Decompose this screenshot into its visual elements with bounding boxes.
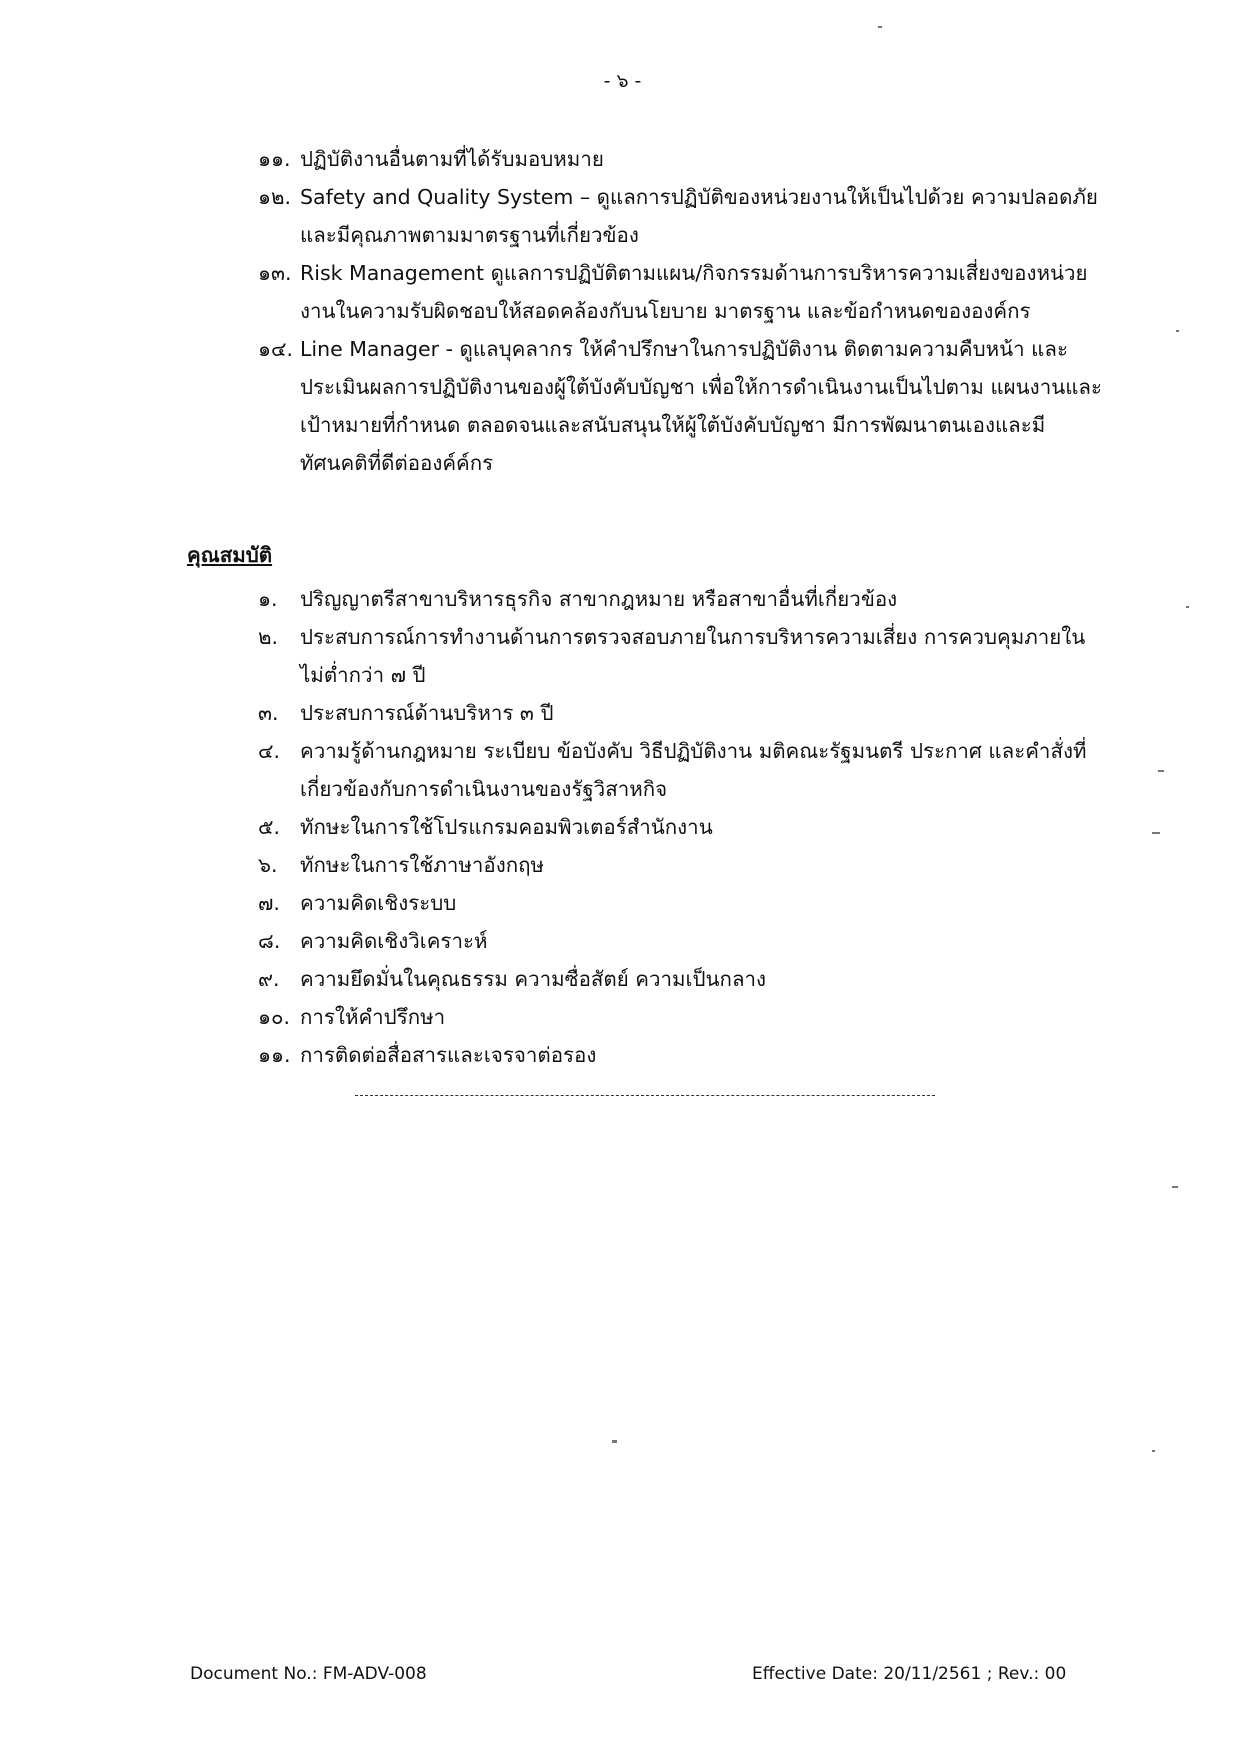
scan-speck	[878, 26, 882, 28]
item-number: ๑๒.	[258, 185, 292, 209]
item-number: ๑๔.	[258, 337, 294, 361]
item-number: ๒.	[258, 625, 279, 649]
end-divider	[355, 1095, 935, 1096]
list-item	[258, 808, 1108, 846]
item-text: ความยึดมั่นในคุณธรรม ความซื่อสัตย์ ความเป็นกลาง	[300, 967, 767, 991]
item-number: ๓.	[258, 701, 279, 725]
item-text: Risk Management ดูแลการปฏิบัติตามแผน/กิจกรรมด้านการบริหารความเสี่ยงของหน่วยงานในความรับผิดชอบให้สอดคล้องกับนโยบาย มาตรฐาน และข้อกำหนดขององค์กร	[300, 261, 1088, 323]
item-text: Safety and Quality System – ดูแลการปฏิบัติของหน่วยงานให้เป็นไปด้วย ความปลอดภัยและมีคุณภาพตามมาตรฐานที่เกี่ยวข้อง	[300, 185, 1098, 247]
scan-speck	[612, 1440, 617, 1443]
duties-list	[258, 140, 1108, 482]
item-number: ๕.	[258, 815, 281, 839]
item-text: ความคิดเชิงระบบ	[300, 891, 457, 915]
item-text: ประสบการณ์การทำงานด้านการตรวจสอบภายในการบริหารความเสี่ยง การควบคุมภายในไม่ต่ำกว่า ๗ ปี	[300, 625, 1086, 687]
item-text: Line Manager - ดูแลบุคลากร ให้คำปรึกษาในการปฏิบัติงาน ติดตามความคืบหน้า และประเมินผลการปฏิบัติงานของผู้ใต้บังคับบัญชา เพื่อให้การดำเนินงานเป็นไปตาม แผนงานและเป้าหมายที่กำหนด ตลอดจนและสนับสนุนให้ผู้ใต้บังคับบัญชา มีการพัฒนาตนเองและมีทัศนคติที่ดีต่อองค์ค์กร	[300, 337, 1103, 475]
list-item	[258, 960, 1108, 998]
qualifications-heading: คุณสมบัติ	[187, 543, 273, 567]
list-item	[258, 846, 1108, 884]
item-number: ๙.	[258, 967, 280, 991]
list-item	[258, 330, 1108, 482]
document-number: Document No.: FM-ADV-008	[190, 1664, 427, 1684]
item-text: ปริญญาตรีสาขาบริหารธุรกิจ สาขากฎหมาย หรือสาขาอื่นที่เกี่ยวข้อง	[300, 587, 898, 611]
effective-date: Effective Date: 20/11/2561 ; Rev.: 00	[752, 1664, 1067, 1684]
scan-speck	[1152, 832, 1160, 834]
item-text: การให้คำปรึกษา	[300, 1005, 446, 1029]
list-item	[258, 580, 1108, 618]
list-item	[258, 998, 1108, 1036]
scan-speck	[1186, 606, 1189, 608]
item-number: ๖.	[258, 853, 278, 877]
list-item	[258, 178, 1108, 254]
list-item	[258, 140, 1108, 178]
scan-speck	[1172, 1186, 1178, 1188]
list-item	[258, 884, 1108, 922]
item-number: ๑๑.	[258, 1043, 291, 1067]
list-item	[258, 1036, 1108, 1074]
item-text: ประสบการณ์ด้านบริหาร ๓ ปี	[300, 701, 554, 725]
item-text: การติดต่อสื่อสารและเจรจาต่อรอง	[300, 1043, 597, 1067]
item-text: ทักษะในการใช้ภาษาอังกฤษ	[300, 853, 545, 877]
scan-speck	[1152, 1450, 1155, 1452]
item-number: ๗.	[258, 891, 280, 915]
list-item	[258, 618, 1108, 694]
item-text: ทักษะในการใช้โปรแกรมคอมพิวเตอร์สำนักงาน	[300, 815, 713, 839]
list-item	[258, 254, 1108, 330]
item-text: ปฏิบัติงานอื่นตามที่ได้รับมอบหมาย	[300, 147, 604, 171]
page-number: - ๖ -	[603, 70, 642, 92]
scan-speck	[1158, 770, 1164, 772]
item-number: ๑๑.	[258, 147, 291, 171]
item-text: ความรู้ด้านกฎหมาย ระเบียบ ข้อบังคับ วิธีปฏิบัติงาน มติคณะรัฐมนตรี ประกาศ และคำสั่งที่เกี่ยวข้องกับการดำเนินงานของรัฐวิสาหกิจ	[300, 739, 1087, 801]
item-number: ๑๓.	[258, 261, 292, 285]
list-item	[258, 732, 1108, 808]
list-item	[258, 694, 1108, 732]
item-text: ความคิดเชิงวิเคราะห์	[300, 929, 488, 953]
item-number: ๑.	[258, 587, 278, 611]
list-item	[258, 922, 1108, 960]
qualifications-list	[258, 580, 1108, 1074]
item-number: ๑๐.	[258, 1005, 291, 1029]
item-number: ๔.	[258, 739, 281, 763]
item-number: ๘.	[258, 929, 281, 953]
scan-speck	[1176, 330, 1179, 332]
